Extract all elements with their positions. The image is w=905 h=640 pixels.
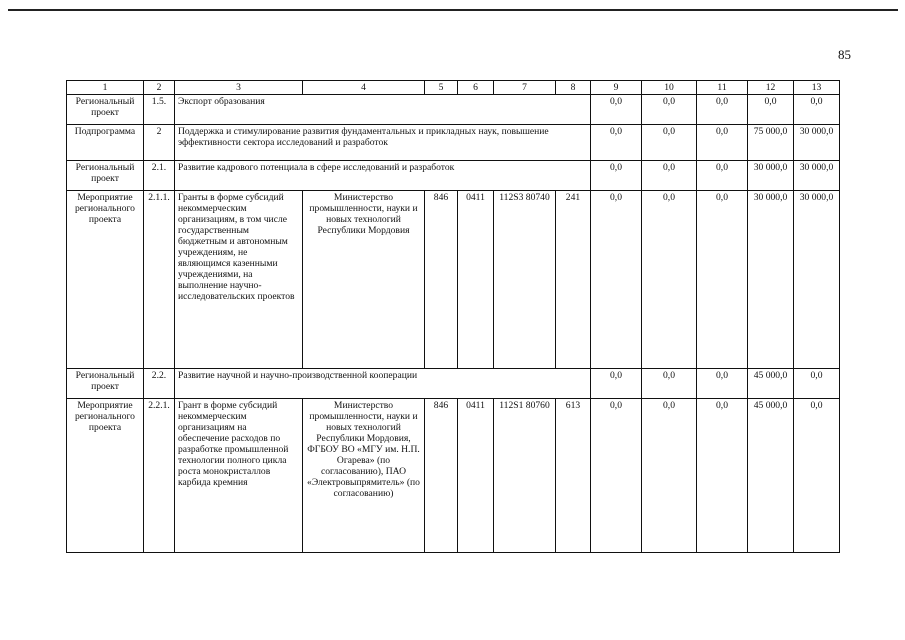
row-name: Развитие научной и научно-производственной кооперации — [175, 369, 591, 399]
value-col7: 112S3 80740 — [494, 191, 556, 369]
row-name: Поддержка и стимулирование развития фундаментальных и прикладных наук, повышение эффективности сектора исследований и разработок — [175, 125, 591, 161]
top-rule — [8, 9, 898, 11]
value-col13: 30 000,0 — [794, 161, 840, 191]
row-code: 2.2. — [144, 369, 175, 399]
row-type: Региональный проект — [67, 369, 144, 399]
value-col11: 0,0 — [697, 161, 748, 191]
row-code: 2 — [144, 125, 175, 161]
row-type: Мероприятие регионального проекта — [67, 191, 144, 369]
column-header: 10 — [642, 81, 697, 95]
row-executor: Министерство промышленности, науки и новых технологий Республики Мордовия — [303, 191, 425, 369]
row-type: Региональный проект — [67, 95, 144, 125]
table-row — [67, 369, 840, 399]
table-row — [67, 161, 840, 191]
row-code: 2.2.1. — [144, 399, 175, 553]
value-col9: 0,0 — [591, 399, 642, 553]
row-code: 1.5. — [144, 95, 175, 125]
value-col11: 0,0 — [697, 369, 748, 399]
value-col13: 0,0 — [794, 369, 840, 399]
column-header: 2 — [144, 81, 175, 95]
budget-table — [66, 80, 840, 553]
value-col11: 0,0 — [697, 399, 748, 553]
column-header: 4 — [303, 81, 425, 95]
value-col13: 0,0 — [794, 399, 840, 553]
row-code: 2.1.1. — [144, 191, 175, 369]
value-col5: 846 — [425, 191, 458, 369]
value-col8: 613 — [556, 399, 591, 553]
value-col12: 75 000,0 — [748, 125, 794, 161]
value-col6: 0411 — [458, 399, 494, 553]
value-col10: 0,0 — [642, 95, 697, 125]
column-header: 11 — [697, 81, 748, 95]
value-col8: 241 — [556, 191, 591, 369]
row-name: Грант в форме субсидий некоммерческим организациям на обеспечение расходов по разработке промышленной технологии полного цикла роста монокристаллов карбида кремния — [175, 399, 303, 553]
value-col5: 846 — [425, 399, 458, 553]
value-col11: 0,0 — [697, 125, 748, 161]
value-col9: 0,0 — [591, 95, 642, 125]
column-header: 6 — [458, 81, 494, 95]
value-col9: 0,0 — [591, 161, 642, 191]
value-col12: 45 000,0 — [748, 369, 794, 399]
value-col12: 45 000,0 — [748, 399, 794, 553]
value-col11: 0,0 — [697, 191, 748, 369]
column-header: 13 — [794, 81, 840, 95]
value-col12: 30 000,0 — [748, 161, 794, 191]
column-header: 3 — [175, 81, 303, 95]
value-col10: 0,0 — [642, 125, 697, 161]
row-type: Мероприятие регионального проекта — [67, 399, 144, 553]
value-col10: 0,0 — [642, 191, 697, 369]
table-row — [67, 399, 840, 553]
column-header: 8 — [556, 81, 591, 95]
value-col11: 0,0 — [697, 95, 748, 125]
column-header: 5 — [425, 81, 458, 95]
row-name: Экспорт образования — [175, 95, 591, 125]
table-row — [67, 191, 840, 369]
row-name: Развитие кадрового потенциала в сфере исследований и разработок — [175, 161, 591, 191]
value-col9: 0,0 — [591, 369, 642, 399]
row-code: 2.1. — [144, 161, 175, 191]
row-name: Гранты в форме субсидий некоммерческим организациям, в том числе государственным бюджетным и автономным учреждениям, не являющимся казенными учреждениями, на выполнение научно-исследовательских проектов — [175, 191, 303, 369]
value-col10: 0,0 — [642, 399, 697, 553]
row-executor: Министерство промышленности, науки и новых технологий Республики Мордовия, ФГБОУ ВО «МГУ им. Н.П. Огарева» (по согласованию), ПАО «Электровыпрямитель» (по согласованию) — [303, 399, 425, 553]
page-number: 85 — [838, 47, 851, 62]
table-row — [67, 95, 840, 125]
table-row — [67, 125, 840, 161]
value-col13: 30 000,0 — [794, 191, 840, 369]
value-col6: 0411 — [458, 191, 494, 369]
column-header: 1 — [67, 81, 144, 95]
value-col12: 30 000,0 — [748, 191, 794, 369]
column-header: 12 — [748, 81, 794, 95]
value-col7: 112S1 80760 — [494, 399, 556, 553]
row-type: Подпрограмма — [67, 125, 144, 161]
row-type: Региональный проект — [67, 161, 144, 191]
value-col9: 0,0 — [591, 125, 642, 161]
column-header: 7 — [494, 81, 556, 95]
header-row — [67, 81, 840, 95]
value-col12: 0,0 — [748, 95, 794, 125]
value-col9: 0,0 — [591, 191, 642, 369]
value-col13: 0,0 — [794, 95, 840, 125]
column-header: 9 — [591, 81, 642, 95]
value-col10: 0,0 — [642, 369, 697, 399]
value-col10: 0,0 — [642, 161, 697, 191]
value-col13: 30 000,0 — [794, 125, 840, 161]
